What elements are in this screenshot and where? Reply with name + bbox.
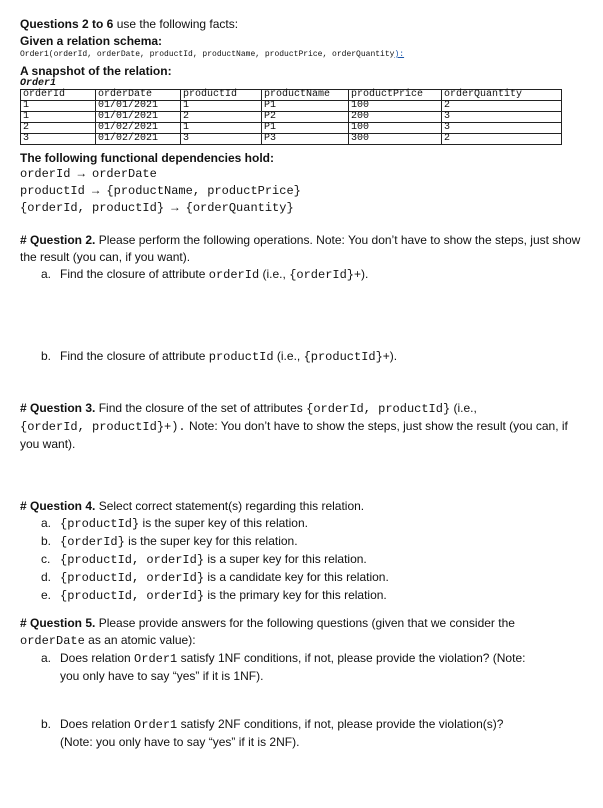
option-item — [20, 533, 585, 551]
table-row — [21, 134, 562, 145]
column-header: orderId — [21, 90, 96, 101]
question-5b-line2: (Note: you only have to say “yes” if it is 2NF). — [60, 735, 300, 749]
question-2b-line — [20, 348, 585, 366]
column-header: productName — [262, 90, 349, 101]
question-4-head: # Question 4. — [20, 499, 96, 513]
schema-end: ): — [394, 50, 405, 59]
schema-text — [20, 49, 404, 61]
q5b-pre: Does relation — [60, 717, 135, 731]
fd-item: orderId → orderDate — [20, 167, 157, 181]
table-cell: 3 — [442, 123, 562, 134]
table-cell: 3 — [181, 134, 262, 145]
question-5b-line1 — [20, 716, 585, 734]
question-3-code: {orderId, productId} — [306, 402, 451, 416]
question-3-head: # Question 3. — [20, 401, 96, 415]
question-4-text — [20, 498, 585, 515]
table-cell: 2 — [442, 101, 562, 112]
q2b-text: Find the closure of attribute — [60, 349, 209, 363]
option-text: is the super key of this relation. — [139, 516, 308, 530]
q2b-mid: (i.e., — [273, 349, 304, 363]
table-cell: 100 — [349, 101, 442, 112]
table-cell: 2 — [181, 112, 262, 123]
table-cell: 200 — [349, 112, 442, 123]
question-5-line2 — [20, 632, 585, 650]
table-cell: 1 — [181, 123, 262, 134]
item-marker: a. — [41, 267, 52, 281]
table-row — [21, 112, 562, 123]
question-2-body: Please perform the following operations. Note: You don’t have to show the steps, just show the result (you can, if you want). — [20, 233, 581, 264]
question-4-body: Select correct statement(s) regarding this relation. — [95, 499, 365, 513]
question-3-line1 — [20, 400, 585, 418]
option-item — [20, 587, 585, 605]
question-5-body2: as an atomic value): — [84, 633, 196, 647]
fd-item: productId → {productName, productPrice} — [20, 184, 301, 198]
item-marker: c. — [41, 552, 51, 566]
question-5a — [20, 650, 585, 668]
q2a-text: Find the closure of attribute — [60, 267, 209, 281]
schema-body: Order1(orderId, orderDate, productId, productName, productPrice, orderQuantity — [20, 50, 395, 59]
table-header-row — [21, 90, 562, 101]
table-cell: 1 — [21, 101, 96, 112]
q2a-code: orderId — [208, 268, 260, 282]
question-5a-line2: you only have to say “yes” if it is 1NF). — [60, 669, 264, 683]
column-header: productId — [181, 90, 262, 101]
item-marker: d. — [41, 570, 52, 584]
table-cell: 01/01/2021 — [96, 101, 181, 112]
table-cell: 01/01/2021 — [96, 112, 181, 123]
item-marker: b. — [41, 717, 52, 731]
table-cell: 3 — [21, 134, 96, 145]
q2a-code2: {orderId} — [289, 268, 354, 282]
table-cell: 2 — [21, 123, 96, 134]
question-3-line2 — [20, 418, 585, 453]
table-cell: 1 — [21, 112, 96, 123]
column-header: orderDate — [96, 90, 181, 101]
intro-bold: Questions 2 to 6 — [20, 17, 114, 31]
q5b-post: satisfy 2NF conditions, if not, please provide the violation(s)? — [177, 717, 504, 731]
question-2-text — [20, 232, 585, 266]
table-row — [21, 101, 562, 112]
table-cell: 100 — [349, 123, 442, 134]
column-header: productPrice — [349, 90, 442, 101]
question-3 — [20, 400, 585, 453]
question-5 — [20, 615, 585, 685]
option-code: {productId, orderId} — [60, 553, 205, 567]
item-marker: b. — [41, 534, 52, 548]
q5a-pre: Does relation — [60, 651, 135, 665]
option-item — [20, 569, 585, 587]
question-2a — [20, 266, 585, 284]
q2b-post: +). — [382, 349, 398, 363]
table-cell: P1 — [262, 123, 349, 134]
table-cell: P2 — [262, 112, 349, 123]
fds-list — [20, 166, 585, 217]
q5b-code: Order1 — [134, 718, 178, 732]
question-5-head: # Question 5. — [20, 616, 96, 630]
table-cell: 01/02/2021 — [96, 123, 181, 134]
table-cell: 300 — [349, 134, 442, 145]
option-code: {productId, orderId} — [60, 571, 205, 585]
question-2 — [20, 232, 585, 284]
q2a-post: +). — [354, 267, 369, 281]
option-text: is the super key for this relation. — [124, 534, 298, 548]
question-5b — [20, 716, 585, 751]
q5a-code: Order1 — [134, 652, 178, 666]
table-cell: 2 — [442, 134, 562, 145]
q2a-mid: (i.e., — [259, 267, 290, 281]
intro-rest: use the following facts: — [113, 17, 239, 31]
table-caption: Order1 — [20, 78, 57, 89]
item-marker: a. — [41, 651, 52, 665]
item-marker: a. — [41, 516, 52, 530]
question-5-code: orderDate — [20, 634, 85, 648]
q2b-code2: {productId} — [303, 350, 383, 364]
option-code: {productId} — [60, 517, 140, 531]
table-cell: 01/02/2021 — [96, 134, 181, 145]
option-item — [20, 551, 585, 569]
fd-item: {orderId, productId} → {orderQuantity} — [20, 201, 294, 215]
table-cell: P1 — [262, 101, 349, 112]
column-header: orderQuantity — [442, 90, 562, 101]
fds-label: The following functional dependencies hold: — [20, 151, 274, 165]
q5a-post: satisfy 1NF conditions, if not, please provide the violation? (Note: — [177, 651, 526, 665]
table-cell: 1 — [181, 101, 262, 112]
option-text: is the primary key for this relation. — [204, 588, 387, 602]
option-item — [20, 515, 585, 533]
snapshot-label: A snapshot of the relation: — [20, 64, 172, 78]
question-3-mid: (i.e., — [450, 401, 477, 415]
question-3-post: Note: You don’t have to show the steps, just show the result (you can, if you want). — [20, 419, 568, 451]
intro-line — [20, 16, 238, 32]
question-3-pre: Find the closure of the set of attributes — [95, 401, 307, 415]
item-marker: e. — [41, 588, 52, 602]
table-cell: 3 — [442, 112, 562, 123]
option-code: {orderId} — [60, 535, 125, 549]
table-cell: P3 — [262, 134, 349, 145]
question-5-line1 — [20, 615, 585, 632]
question-5-body: Please provide answers for the following questions (given that we consider the — [95, 616, 515, 630]
given-label: Given a relation schema: — [20, 34, 163, 48]
question-3-code2: {orderId, productId}+). — [20, 420, 186, 434]
question-2b — [20, 348, 585, 366]
question-4 — [20, 498, 585, 605]
table-row — [21, 123, 562, 134]
question-2-head: # Question 2. — [20, 233, 96, 247]
option-text: is a super key for this relation. — [204, 552, 367, 566]
option-code: {productId, orderId} — [60, 589, 205, 603]
item-marker: b. — [41, 349, 52, 363]
option-text: is a candidate key for this relation. — [204, 570, 389, 584]
relation-table — [20, 89, 562, 145]
q2b-code: productId — [208, 350, 274, 364]
